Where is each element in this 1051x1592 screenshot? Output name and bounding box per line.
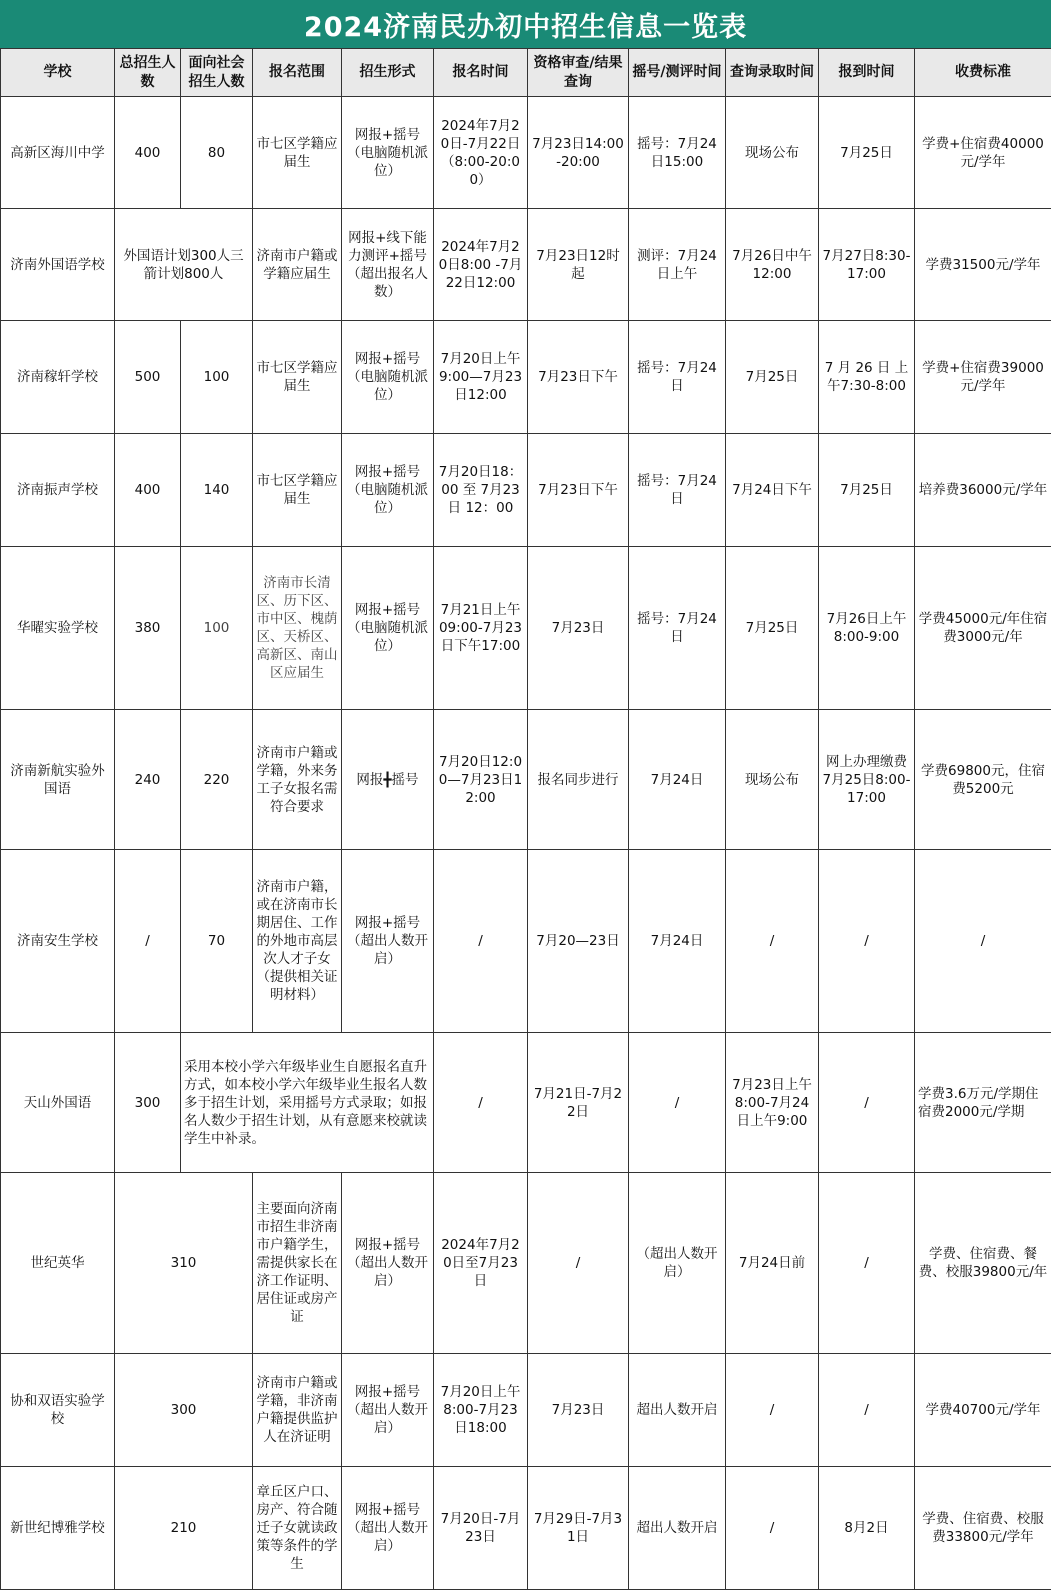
admit-time: 7月23日上午8:00-7月24日上午9:00	[726, 1033, 819, 1173]
social-count: 80	[181, 97, 253, 209]
enroll-form: 网报+线下能力测评+摇号（超出报名人数）	[342, 209, 434, 321]
lottery-time: 超出人数开启	[629, 1467, 726, 1590]
admit-time: 7月26日中午12:00	[726, 209, 819, 321]
header-form: 招生形式	[342, 49, 434, 97]
header-scope: 报名范围	[253, 49, 342, 97]
admit-time: /	[726, 1467, 819, 1590]
review-time: 7月20—23日	[528, 850, 629, 1033]
review-time: 7月21日-7月22日	[528, 1033, 629, 1173]
lottery-time: 超出人数开启	[629, 1354, 726, 1467]
reg-scope: 济南市户籍或学籍，非济南户籍提供监护人在济证明	[253, 1354, 342, 1467]
fee: 学费69800元，住宿费5200元	[915, 710, 1051, 850]
school-name: 天山外国语	[1, 1033, 115, 1173]
fee: 学费45000元/年住宿费3000元/年	[915, 547, 1051, 710]
merged-scope-note: 采用本校小学六年级毕业生自愿报名直升方式，如本校小学六年级毕业生报名人数多于招生计划，采用摇号方式录取；如报名人数少于招生计划，从有意愿来校就读学生中补录。	[181, 1033, 434, 1173]
fee: /	[915, 850, 1051, 1033]
reg-scope: 市七区学籍应届生	[253, 97, 342, 209]
table-row	[1, 1354, 1051, 1467]
lottery-time: 7月24日	[629, 850, 726, 1033]
enroll-form: 网报+摇号（电脑随机派位）	[342, 434, 434, 547]
fee: 学费40700元/学年	[915, 1354, 1051, 1467]
social-count: 220	[181, 710, 253, 850]
reg-scope: 主要面向济南市招生非济南市户籍学生，需提供家长在济工作证明、居住证或房产证	[253, 1173, 342, 1354]
total-count-merged: 310	[115, 1173, 253, 1354]
total-count-merged: 300	[115, 1354, 253, 1467]
school-name: 世纪英华	[1, 1173, 115, 1354]
reg-time: /	[434, 850, 528, 1033]
report-time: 7月25日	[819, 97, 915, 209]
lottery-time: 7月24日	[629, 710, 726, 850]
admit-time: 7月25日	[726, 321, 819, 434]
reg-time: 2024年7月20日至7月23日	[434, 1173, 528, 1354]
header-lottery: 摇号/测评时间	[629, 49, 726, 97]
total-count: /	[115, 850, 181, 1033]
reg-scope: 市七区学籍应届生	[253, 434, 342, 547]
fee: 培养费36000元/学年	[915, 434, 1051, 547]
enroll-form: 网报+摇号（超出人数开启）	[342, 1354, 434, 1467]
fee: 学费+住宿费40000元/学年	[915, 97, 1051, 209]
page-title: 2024济南民办初中招生信息一览表	[0, 0, 1051, 48]
table-row	[1, 97, 1051, 209]
social-count: 100	[181, 321, 253, 434]
enroll-form: 网报+摇号（电脑随机派位）	[342, 547, 434, 710]
enroll-form: 网报+摇号（超出人数开启）	[342, 850, 434, 1033]
lottery-time: （超出人数开启）	[629, 1173, 726, 1354]
report-time: 网上办理缴费7月25日8:00-17:00	[819, 710, 915, 850]
social-count: 140	[181, 434, 253, 547]
header-fee: 收费标准	[915, 49, 1051, 97]
reg-scope: 济南市长清区、历下区、市中区、槐荫区、天桥区、高新区、南山区应届生	[253, 547, 342, 710]
total-count: 380	[115, 547, 181, 710]
total-count: 240	[115, 710, 181, 850]
reg-scope: 章丘区户口、房产、符合随迁子女就读政策等条件的学生	[253, 1467, 342, 1590]
fee: 学费31500元/学年	[915, 209, 1051, 321]
school-name: 济南振声学校	[1, 434, 115, 547]
reg-time: 7月20日12:00—7月23日12:00	[434, 710, 528, 850]
review-time: 7月23日	[528, 547, 629, 710]
total-count: 400	[115, 97, 181, 209]
lottery-time: 摇号：7月24日	[629, 547, 726, 710]
table-row	[1, 434, 1051, 547]
reg-time: 2024年7月20日8:00 -7月22日12:00	[434, 209, 528, 321]
school-name: 协和双语实验学校	[1, 1354, 115, 1467]
report-time: 7 月 26 日 上午7:30-8:00	[819, 321, 915, 434]
fee: 学费+住宿费39000元/学年	[915, 321, 1051, 434]
fee: 学费、住宿费、餐费、校服39800元/年	[915, 1173, 1051, 1354]
table-row	[1, 1173, 1051, 1354]
reg-time: 7月20日18：00 至 7月23日 12：00	[434, 434, 528, 547]
school-name: 济南新航实验外国语	[1, 710, 115, 850]
report-time: 8月2日	[819, 1467, 915, 1590]
report-time: /	[819, 850, 915, 1033]
school-name: 华曜实验学校	[1, 547, 115, 710]
total-count: 500	[115, 321, 181, 434]
enroll-form: 网报+摇号（超出人数开启）	[342, 1173, 434, 1354]
school-name: 济南稼轩学校	[1, 321, 115, 434]
admit-time: 7月24日前	[726, 1173, 819, 1354]
header-reg-time: 报名时间	[434, 49, 528, 97]
reg-scope: 济南市户籍或学籍，外来务工子女报名需符合要求	[253, 710, 342, 850]
reg-time: 7月20日上午8:00-7月23日18:00	[434, 1354, 528, 1467]
report-time: /	[819, 1173, 915, 1354]
header-admit: 查询录取时间	[726, 49, 819, 97]
admissions-table	[0, 48, 1051, 1590]
admit-time: /	[726, 850, 819, 1033]
admit-time: 现场公布	[726, 97, 819, 209]
admit-time: /	[726, 1354, 819, 1467]
table-header-row	[1, 49, 1051, 97]
table-row	[1, 1467, 1051, 1590]
reg-time: 7月20日-7月23日	[434, 1467, 528, 1590]
reg-time: 7月20日上午9:00—7月23日12:00	[434, 321, 528, 434]
school-name: 济南外国语学校	[1, 209, 115, 321]
school-name: 济南安生学校	[1, 850, 115, 1033]
header-report: 报到时间	[819, 49, 915, 97]
review-time: 报名同步进行	[528, 710, 629, 850]
lottery-time: 测评：7月24日上午	[629, 209, 726, 321]
review-time: /	[528, 1173, 629, 1354]
reg-scope: 济南市户籍或学籍应届生	[253, 209, 342, 321]
report-time: /	[819, 1354, 915, 1467]
header-total: 总招生人数	[115, 49, 181, 97]
table-row	[1, 547, 1051, 710]
admit-time: 7月24日下午	[726, 434, 819, 547]
total-count-merged: 210	[115, 1467, 253, 1590]
report-time: 7月27日8:30-17:00	[819, 209, 915, 321]
table-row	[1, 850, 1051, 1033]
review-time: 7月23日12时起	[528, 209, 629, 321]
review-time: 7月23日下午	[528, 434, 629, 547]
enroll-form: 网报+摇号（电脑随机派位）	[342, 97, 434, 209]
review-time: 7月23日	[528, 1354, 629, 1467]
admit-time: 现场公布	[726, 710, 819, 850]
header-social: 面向社会招生人数	[181, 49, 253, 97]
reg-time: 2024年7月20日-7月22日（8:00-20:00）	[434, 97, 528, 209]
table-row	[1, 710, 1051, 850]
enroll-form: 网报+摇号（超出人数开启）	[342, 1467, 434, 1590]
lottery-time: 摇号：7月24日	[629, 321, 726, 434]
report-time: 7月26日上午8:00-9:00	[819, 547, 915, 710]
reg-scope: 市七区学籍应届生	[253, 321, 342, 434]
table-row	[1, 1033, 1051, 1173]
school-name: 新世纪博雅学校	[1, 1467, 115, 1590]
enroll-form: 网报+摇号（电脑随机派位）	[342, 321, 434, 434]
social-count: 100	[181, 547, 253, 710]
table-row	[1, 321, 1051, 434]
fee: 学费、住宿费、校服费33800元/学年	[915, 1467, 1051, 1590]
lottery-time: 摇号：7月24日	[629, 434, 726, 547]
header-school: 学校	[1, 49, 115, 97]
table-row	[1, 209, 1051, 321]
review-time: 7月29日-7月31日	[528, 1467, 629, 1590]
review-time: 7月23日下午	[528, 321, 629, 434]
fee: 学费3.6万元/学期住宿费2000元/学期	[915, 1033, 1051, 1173]
social-count: 70	[181, 850, 253, 1033]
total-count-merged: 外国语计划300人三箭计划800人	[115, 209, 253, 321]
admit-time: 7月25日	[726, 547, 819, 710]
lottery-time: /	[629, 1033, 726, 1173]
total-count: 400	[115, 434, 181, 547]
lottery-time: 摇号：7月24日15:00	[629, 97, 726, 209]
school-name: 高新区海川中学	[1, 97, 115, 209]
reg-time: 7月21日上午09:00-7月23日下午17:00	[434, 547, 528, 710]
report-time: 7月25日	[819, 434, 915, 547]
reg-time: /	[434, 1033, 528, 1173]
header-review: 资格审查/结果查询	[528, 49, 629, 97]
report-time: /	[819, 1033, 915, 1173]
enroll-form: 网报╋摇号	[342, 710, 434, 850]
reg-scope: 济南市户籍，或在济南市长期居住、工作的外地市高层次人才子女（提供相关证明材料）	[253, 850, 342, 1033]
total-count: 300	[115, 1033, 181, 1173]
review-time: 7月23日14:00-20:00	[528, 97, 629, 209]
